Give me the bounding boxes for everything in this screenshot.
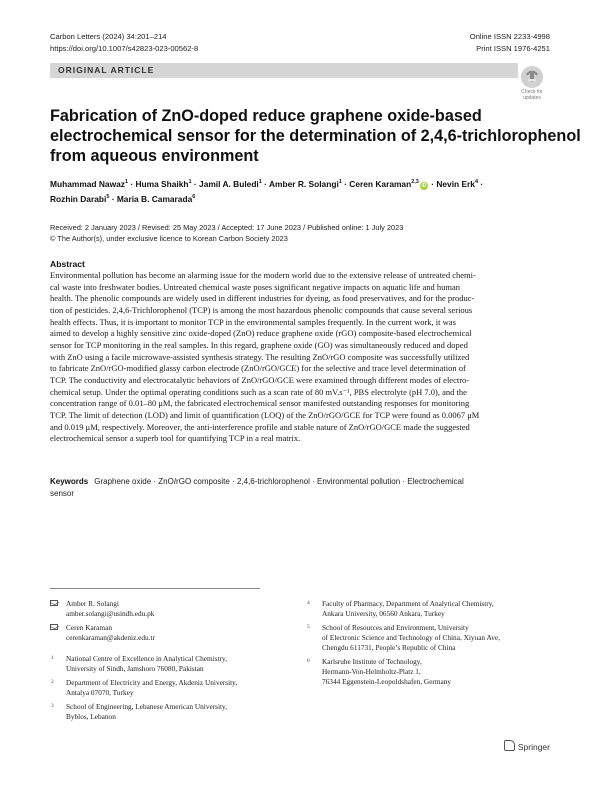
author-separator: · (261, 179, 269, 189)
orcid-icon[interactable]: iD (421, 183, 427, 189)
contact-karaman (66, 623, 155, 643)
abstract-line: tion of pesticides. 2,4,6-Trichlorophenol (TCP) is among the most hazardous phenolic compounds that cause several serious (50, 305, 473, 316)
contact-name: Ceren Karaman (66, 623, 112, 632)
issn-online: Online ISSN 2233-4998 (469, 32, 550, 41)
author-separator: · (428, 179, 437, 189)
publisher-logo (504, 740, 550, 752)
check-for-updates-badge[interactable] (516, 66, 548, 101)
affiliation-marker: 1 (188, 179, 192, 185)
author-separator: · (341, 179, 350, 189)
history-dates: Received: 2 January 2023 / Revised: 25 May 2023 / Accepted: 17 June 2023 / Published online: 1 July 2023 (50, 223, 404, 232)
check-for-updates-icon (521, 66, 543, 88)
author-name[interactable]: Maria B. Camarada (116, 194, 193, 204)
author-name[interactable]: Rozhin Darabi (50, 194, 107, 204)
affiliation-3: 3 School of Engineering, Lebanese American University, Byblos, Lebanon (51, 702, 228, 721)
abstract-line: aimed to develop a highly sensitive zinc oxide-doped (ZnO) reduce graphene oxide (rGO) composite-based electrochemical (50, 328, 472, 339)
copyright-line: © The Author(s), under exclusive licence to Korean Carbon Society 2023 (50, 234, 288, 243)
affiliation-marker: 4 (474, 179, 479, 185)
check-for-updates-label: Check for updates (521, 89, 543, 101)
author-name[interactable]: Ceren Karaman (349, 179, 412, 189)
affiliation-number: 5 (307, 624, 310, 630)
springer-horse-icon (504, 740, 515, 751)
affiliation-marker: 5 (106, 194, 110, 200)
affiliation-marker: 6 (192, 194, 196, 200)
affiliation-marker: 1 (124, 179, 128, 185)
keywords-list-continued: sensor (50, 488, 75, 498)
affiliation-marker: 1 (258, 179, 262, 185)
author-name[interactable]: Muhammad Nawaz (50, 179, 125, 189)
keywords-label: Keywords (50, 477, 89, 486)
keywords-list: Graphene oxide · ZnO/rGO composite · 2,4,6-trichlorophenol · Environmental pollution · Electrochemical (94, 477, 464, 486)
author-name[interactable]: Jamil A. Buledi (199, 179, 259, 189)
author-list (50, 177, 550, 207)
abstract-line: sensor for TCP monitoring in the real samples. In this regard, graphene oxide (GO) was simultaneously reduced and doped (50, 340, 468, 351)
affiliation-4: 4 Faculty of Pharmacy, Department of Analytical Chemistry, Ankara University, 06560 Ankara, Turkey (307, 599, 494, 618)
author-separator: · (478, 179, 484, 189)
author-separator: · (128, 179, 136, 189)
affiliation-1: 1 National Centre of Excellence in Analytical Chemistry, University of Sindh, Jamshoro 76080, Pakistan (51, 654, 228, 673)
title-line: electrochemical sensor for the determination of 2,4,6-trichlorophenol (50, 127, 581, 145)
abstract-line: health. The phenolic compounds are widely used in different industries for dyeing, as food preservatives, and for the produc- (50, 293, 475, 304)
abstract-line: electrochemical sensor a superb tool for quantifying TCP in a real matrix. (50, 433, 301, 444)
author-name[interactable]: Nevin Erk (436, 179, 475, 189)
abstract-line: health effects. Thus, it is important to monitor TCP in the environmental samples frequently. In the current work, it was (50, 316, 456, 327)
abstract-line: concentration range of 0.01–80 μM, the fabricated electrochemical sensor manifested outstanding responses for monitoring (50, 398, 470, 409)
abstract-line: TCP. The conductivity and electrocatalytic behaviors of ZnO/rGO/GCE were examined through different modes of electro- (50, 375, 470, 386)
contact-email[interactable]: cerenkaraman@akdeniz.edu.tr (66, 632, 155, 642)
affiliation-marker: 1 (338, 179, 342, 185)
title-line: from aqueous environment (50, 147, 259, 165)
envelope-icon (50, 600, 58, 606)
abstract-line: Environmental pollution has become an alarming issue for the modern world due to the extensive release of untreated chemi- (50, 270, 476, 280)
affiliation-number: 6 (307, 658, 310, 664)
author-line (50, 177, 550, 192)
abstract-line: to fabricate ZnO/rGO-modified glassy carbon electrode (ZnO/rGO/GCE) for the selective and trace level determination of (50, 363, 466, 374)
affiliation-number: 4 (307, 600, 310, 606)
abstract-body (50, 270, 550, 445)
article-title (50, 106, 581, 166)
journal-citation: Carbon Letters (2024) 34:201–214 (50, 32, 167, 41)
article-type: ORIGINAL ARTICLE (58, 65, 155, 75)
abstract-line: TCP. The limit of detection (LOD) and limit of quantification (LOQ) of the ZnO/rGO/GCE for TCP were found as 0.0067 μM (50, 410, 480, 421)
author-separator: · (109, 194, 117, 204)
abstract-heading: Abstract (50, 259, 85, 269)
footnote-divider (50, 588, 260, 589)
article-dates (50, 222, 403, 244)
publisher-name: Springer (517, 742, 550, 752)
running-header-left (50, 31, 198, 55)
author-separator: · (191, 179, 200, 189)
affiliation-number: 1 (51, 655, 54, 661)
abstract-line: with ZnO using a facile microwave-assisted synthesis strategy. The resulting ZnO/rGO composite was successfully utilized (50, 351, 470, 362)
affiliation-2: 2 Department of Electricity and Energy, Akdeniz University, Antalya 07070, Turkey (51, 678, 238, 697)
title-line: Fabrication of ZnO-doped reduce graphene oxide-based (50, 107, 482, 125)
author-line (50, 192, 550, 207)
doi-link[interactable]: https://doi.org/10.1007/s42823-023-00562-8 (50, 44, 199, 53)
envelope-icon (50, 624, 58, 630)
article-type-band (50, 63, 518, 78)
contact-solangi (66, 599, 154, 619)
affiliation-5: 5 School of Resources and Environment, University of Electronic Science and Technology of China, Xiyuan Ave, Chengdu 611731, People’s Republic of China (307, 623, 500, 652)
issn-print: Print ISSN 1976-4251 (476, 44, 550, 53)
contact-email[interactable]: amber.solangi@usindh.edu.pk (66, 608, 155, 618)
abstract-line: and 0.019 μM, respectively. Moreover, the anti-interference profile and stable nature of ZnO/rGO/GCE made the suggested (50, 421, 470, 432)
abstract-line: cal waste into freshwater bodies. Untreated chemical waste poses significant negative impacts on aquatic life and human (50, 281, 460, 292)
affiliation-number: 2 (51, 679, 54, 685)
abstract-line: chemical setup. Under the optimal operating conditions such as a scan rate of 80 mV.s⁻¹, PBS electrolyte (pH 7.0), and the (50, 386, 467, 397)
author-name[interactable]: Amber R. Solangi (268, 179, 339, 189)
author-name[interactable]: Huma Shaikh (135, 179, 189, 189)
affiliation-marker: 2,3 (411, 179, 419, 185)
affiliation-6: 6 Karlsruhe Institute of Technology, Hermann-Von-Helmholtz-Platz 1, 76344 Eggenstein-Leopoldshafen, Germany (307, 657, 452, 686)
contact-name: Amber R. Solangi (66, 599, 119, 608)
running-header-right (470, 31, 550, 55)
keywords (50, 476, 550, 499)
affiliation-number: 3 (51, 703, 54, 709)
